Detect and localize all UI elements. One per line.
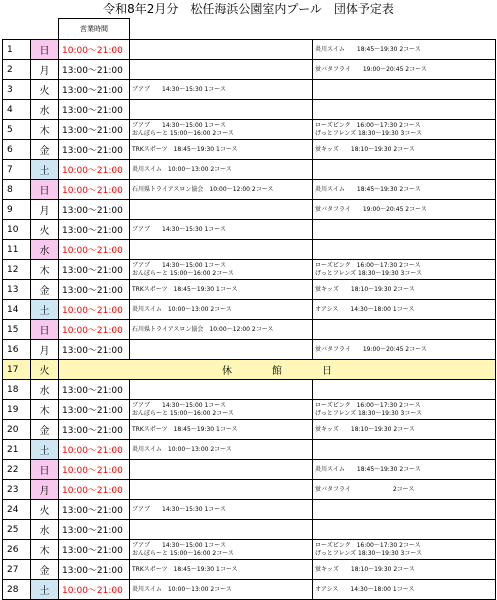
- day-number: 22: [3, 460, 31, 480]
- day-of-week: 水: [31, 100, 59, 120]
- booking-entry: おんぼらーと 15:00〜16:00 2コース: [132, 409, 234, 417]
- booking-entry: げっとフレンズ 18:30〜19:30 3コース: [315, 549, 423, 557]
- day-number: 19: [3, 400, 31, 420]
- business-hours: 13:00〜21:00: [59, 120, 130, 140]
- group-bookings-left: [130, 80, 313, 100]
- booking-entry: 石川県トライアスロン協会 10:00〜12:00 2コース: [132, 325, 274, 333]
- business-hours: 13:00〜21:00: [59, 260, 130, 280]
- day-row: [3, 460, 496, 480]
- group-bookings-right: [313, 160, 496, 180]
- day-of-week: 土: [31, 300, 59, 320]
- group-bookings-right: [313, 200, 496, 220]
- day-of-week: 金: [31, 560, 59, 580]
- business-hours: 10:00〜21:00: [59, 320, 130, 340]
- business-hours: 13:00〜21:00: [59, 420, 130, 440]
- day-row: [3, 100, 496, 120]
- business-hours: 13:00〜21:00: [59, 100, 130, 120]
- day-of-week: 水: [31, 240, 59, 260]
- group-bookings-right: [313, 140, 496, 160]
- booking-entry: 炎川スイム 10:00〜13:00 2コース: [132, 445, 232, 453]
- group-bookings-left: [130, 320, 313, 340]
- group-bookings-right: [313, 420, 496, 440]
- group-bookings-left: [130, 40, 313, 60]
- day-row: [3, 400, 496, 420]
- business-hours: 13:00〜21:00: [59, 200, 130, 220]
- booking-entry: 蛍バタフライ 2コース: [315, 485, 415, 493]
- day-of-week: 水: [31, 380, 59, 400]
- day-number: 8: [3, 180, 31, 200]
- day-row: [3, 200, 496, 220]
- group-bookings-left: [130, 520, 313, 540]
- closed-label: 休 館 日: [59, 360, 496, 380]
- day-of-week: 月: [31, 60, 59, 80]
- booking-entry: ブアブ 14:30〜15:00 1コース: [132, 401, 227, 409]
- day-number: 9: [3, 200, 31, 220]
- day-of-week: 火: [31, 220, 59, 240]
- business-hours: 13:00〜21:00: [59, 540, 130, 560]
- booking-entry: TRKスポーツ 18:45〜19:30 1コース: [132, 425, 238, 433]
- day-number: 21: [3, 440, 31, 460]
- group-bookings-right: [313, 260, 496, 280]
- group-bookings-right: [313, 500, 496, 520]
- day-of-week: 日: [31, 40, 59, 60]
- business-hours: 13:00〜21:00: [59, 520, 130, 540]
- group-bookings-left: [130, 100, 313, 120]
- day-number: 24: [3, 500, 31, 520]
- booking-entry: 炎川スイム 10:00〜13:00 2コース: [132, 585, 232, 593]
- booking-entry: 蛍バタフライ 19:00〜20:45 2コース: [315, 345, 427, 353]
- day-row: [3, 180, 496, 200]
- booking-entry: げっとフレンズ 18:30〜19:30 3コース: [315, 129, 423, 137]
- day-of-week: 土: [31, 580, 59, 600]
- hours-column-header: 営業時間: [59, 19, 130, 40]
- booking-entry: 炎川スイム 10:00〜13:00 2コース: [132, 305, 232, 313]
- business-hours: 13:00〜21:00: [59, 60, 130, 80]
- booking-entry: 蛍キッズ 18:10〜19:30 2コース: [315, 425, 415, 433]
- day-number: 12: [3, 260, 31, 280]
- group-bookings-left: [130, 260, 313, 280]
- group-bookings-right: [313, 380, 496, 400]
- booking-entry: ブアブ 14:30〜15:30 1コース: [132, 505, 227, 513]
- header-blank: [130, 19, 313, 40]
- day-row: [3, 320, 496, 340]
- booking-entry: 蛍キッズ 18:10〜19:30 2コース: [315, 565, 415, 573]
- booking-entry: ブアブ 14:30〜15:30 1コース: [132, 225, 227, 233]
- day-row: [3, 40, 496, 60]
- group-bookings-left: [130, 60, 313, 80]
- day-number: 27: [3, 560, 31, 580]
- group-bookings-right: [313, 480, 496, 500]
- group-bookings-right: [313, 400, 496, 420]
- group-bookings-left: [130, 560, 313, 580]
- business-hours: 13:00〜21:00: [59, 220, 130, 240]
- day-number: 23: [3, 480, 31, 500]
- group-bookings-left: [130, 120, 313, 140]
- booking-entry: 炎川スイム 18:45〜19:30 2コース: [315, 185, 421, 193]
- business-hours: 13:00〜21:00: [59, 80, 130, 100]
- group-bookings-left: [130, 280, 313, 300]
- booking-entry: 蛍キッズ 18:10〜19:30 2コース: [315, 145, 415, 153]
- group-bookings-right: [313, 300, 496, 320]
- group-bookings-right: [313, 120, 496, 140]
- group-bookings-left: [130, 460, 313, 480]
- business-hours: 10:00〜21:00: [59, 460, 130, 480]
- booking-entry: おんぼらーと 15:00〜16:00 2コース: [132, 269, 234, 277]
- business-hours: 13:00〜21:00: [59, 340, 130, 360]
- booking-entry: TRKスポーツ 18:45〜19:30 1コース: [132, 565, 238, 573]
- day-of-week: 火: [31, 360, 59, 380]
- day-row: [3, 380, 496, 400]
- group-bookings-right: [313, 240, 496, 260]
- group-bookings-left: [130, 480, 313, 500]
- page-title: 令和8年2月分 松任海浜公園室内プール 団体予定表: [103, 2, 394, 16]
- group-bookings-left: [130, 500, 313, 520]
- booking-entry: げっとフレンズ 18:30〜19:30 3コース: [315, 409, 423, 417]
- day-row: [3, 480, 496, 500]
- day-row: [3, 540, 496, 560]
- group-bookings-right: [313, 460, 496, 480]
- booking-entry: ローズピンク 16:00〜17:30 2コース: [315, 261, 421, 269]
- day-row: [3, 300, 496, 320]
- booking-entry: ローズピンク 16:00〜17:30 2コース: [315, 121, 421, 129]
- business-hours: 10:00〜21:00: [59, 580, 130, 600]
- group-bookings-left: [130, 420, 313, 440]
- schedule-table: [2, 18, 496, 600]
- day-number: 6: [3, 140, 31, 160]
- day-number: 5: [3, 120, 31, 140]
- day-of-week: 月: [31, 200, 59, 220]
- header-row: [3, 19, 496, 40]
- group-bookings-left: [130, 200, 313, 220]
- business-hours: 13:00〜21:00: [59, 560, 130, 580]
- day-row: [3, 220, 496, 240]
- day-number: 14: [3, 300, 31, 320]
- group-bookings-right: [313, 340, 496, 360]
- day-row: [3, 520, 496, 540]
- business-hours: 10:00〜21:00: [59, 440, 130, 460]
- business-hours: 13:00〜21:00: [59, 500, 130, 520]
- group-bookings-right: [313, 40, 496, 60]
- day-of-week: 金: [31, 140, 59, 160]
- day-row: [3, 500, 496, 520]
- booking-entry: TRKスポーツ 18:45〜19:30 1コース: [132, 145, 238, 153]
- booking-entry: げっとフレンズ 18:30〜19:30 3コース: [315, 269, 423, 277]
- group-bookings-right: [313, 560, 496, 580]
- header-blank: [313, 19, 496, 40]
- business-hours: 10:00〜21:00: [59, 480, 130, 500]
- group-bookings-right: [313, 320, 496, 340]
- booking-entry: おんぼらーと 15:00〜16:00 2コース: [132, 549, 234, 557]
- day-of-week: 水: [31, 520, 59, 540]
- group-bookings-right: [313, 180, 496, 200]
- day-number: 16: [3, 340, 31, 360]
- day-of-week: 金: [31, 280, 59, 300]
- day-number: 20: [3, 420, 31, 440]
- business-hours: 13:00〜21:00: [59, 380, 130, 400]
- group-bookings-right: [313, 100, 496, 120]
- day-of-week: 月: [31, 480, 59, 500]
- group-bookings-right: [313, 60, 496, 80]
- business-hours: 13:00〜21:00: [59, 280, 130, 300]
- day-row: [3, 140, 496, 160]
- day-number: 13: [3, 280, 31, 300]
- group-bookings-right: [313, 220, 496, 240]
- business-hours: 10:00〜21:00: [59, 180, 130, 200]
- day-number: 1: [3, 40, 31, 60]
- day-row: [3, 80, 496, 100]
- booking-entry: 炎川スイム 18:45〜19:30 2コース: [315, 45, 421, 53]
- day-number: 2: [3, 60, 31, 80]
- day-number: 4: [3, 100, 31, 120]
- day-row: [3, 160, 496, 180]
- booking-entry: 炎川スイム 18:45〜19:30 2コース: [315, 465, 421, 473]
- booking-entry: 石川県トライアスロン協会 10:00〜12:00 2コース: [132, 185, 274, 193]
- group-bookings-right: [313, 280, 496, 300]
- group-bookings-left: [130, 400, 313, 420]
- day-number: 7: [3, 160, 31, 180]
- day-of-week: 日: [31, 180, 59, 200]
- group-bookings-left: [130, 140, 313, 160]
- booking-entry: おんぼらーと 15:00〜16:00 2コース: [132, 129, 234, 137]
- booking-entry: ブアブ 14:30〜15:00 1コース: [132, 121, 227, 129]
- booking-entry: ブアブ 14:30〜15:00 1コース: [132, 261, 227, 269]
- day-row: [3, 260, 496, 280]
- day-of-week: 月: [31, 340, 59, 360]
- booking-entry: 蛍キッズ 18:10〜19:30 2コース: [315, 285, 415, 293]
- business-hours: 13:00〜21:00: [59, 400, 130, 420]
- booking-entry: 蛍バタフライ 19:00〜20:45 2コース: [315, 65, 427, 73]
- day-of-week: 木: [31, 400, 59, 420]
- group-bookings-left: [130, 440, 313, 460]
- day-row: [3, 340, 496, 360]
- day-row: [3, 560, 496, 580]
- business-hours: 10:00〜21:00: [59, 240, 130, 260]
- day-row: [3, 440, 496, 460]
- group-bookings-right: [313, 80, 496, 100]
- day-number: 11: [3, 240, 31, 260]
- group-bookings-left: [130, 160, 313, 180]
- day-number: 10: [3, 220, 31, 240]
- group-bookings-right: [313, 440, 496, 460]
- day-of-week: 火: [31, 80, 59, 100]
- header-blank: [3, 19, 31, 40]
- group-bookings-right: [313, 580, 496, 600]
- business-hours: 10:00〜21:00: [59, 40, 130, 60]
- day-row: [3, 60, 496, 80]
- group-bookings-right: [313, 540, 496, 560]
- day-number: 25: [3, 520, 31, 540]
- day-number: 26: [3, 540, 31, 560]
- day-of-week: 金: [31, 420, 59, 440]
- day-of-week: 木: [31, 120, 59, 140]
- group-bookings-right: [313, 520, 496, 540]
- day-row: [3, 360, 496, 380]
- group-bookings-left: [130, 340, 313, 360]
- day-number: 18: [3, 380, 31, 400]
- group-bookings-left: [130, 300, 313, 320]
- group-bookings-left: [130, 580, 313, 600]
- day-of-week: 木: [31, 540, 59, 560]
- day-of-week: 土: [31, 440, 59, 460]
- business-hours: 13:00〜21:00: [59, 140, 130, 160]
- group-bookings-left: [130, 240, 313, 260]
- booking-entry: ブアブ 14:30〜15:30 1コース: [132, 85, 227, 93]
- group-bookings-left: [130, 180, 313, 200]
- header-blank: [31, 19, 59, 40]
- day-number: 28: [3, 580, 31, 600]
- booking-entry: オアシス 14:30〜18:00 1コース: [315, 585, 415, 593]
- day-number: 17: [3, 360, 31, 380]
- day-row: [3, 120, 496, 140]
- business-hours: 10:00〜21:00: [59, 160, 130, 180]
- day-of-week: 日: [31, 460, 59, 480]
- day-row: [3, 240, 496, 260]
- day-of-week: 火: [31, 500, 59, 520]
- booking-entry: 炎川スイム 10:00〜13:00 2コース: [132, 165, 232, 173]
- day-number: 15: [3, 320, 31, 340]
- booking-entry: ローズピンク 16:00〜17:30 2コース: [315, 401, 421, 409]
- booking-entry: ローズピンク 16:00〜17:30 2コース: [315, 541, 421, 549]
- day-row: [3, 420, 496, 440]
- day-of-week: 木: [31, 260, 59, 280]
- group-bookings-left: [130, 380, 313, 400]
- day-row: [3, 580, 496, 600]
- booking-entry: 蛍バタフライ 19:00〜20:45 2コース: [315, 205, 427, 213]
- day-number: 3: [3, 80, 31, 100]
- day-of-week: 土: [31, 160, 59, 180]
- booking-entry: TRKスポーツ 18:45〜19:30 1コース: [132, 285, 238, 293]
- day-of-week: 日: [31, 320, 59, 340]
- day-row: [3, 280, 496, 300]
- booking-entry: オアシス 14:30〜18:00 1コース: [315, 305, 415, 313]
- business-hours: 10:00〜21:00: [59, 300, 130, 320]
- booking-entry: ブアブ 14:30〜15:00 1コース: [132, 541, 227, 549]
- group-bookings-left: [130, 540, 313, 560]
- group-bookings-left: [130, 220, 313, 240]
